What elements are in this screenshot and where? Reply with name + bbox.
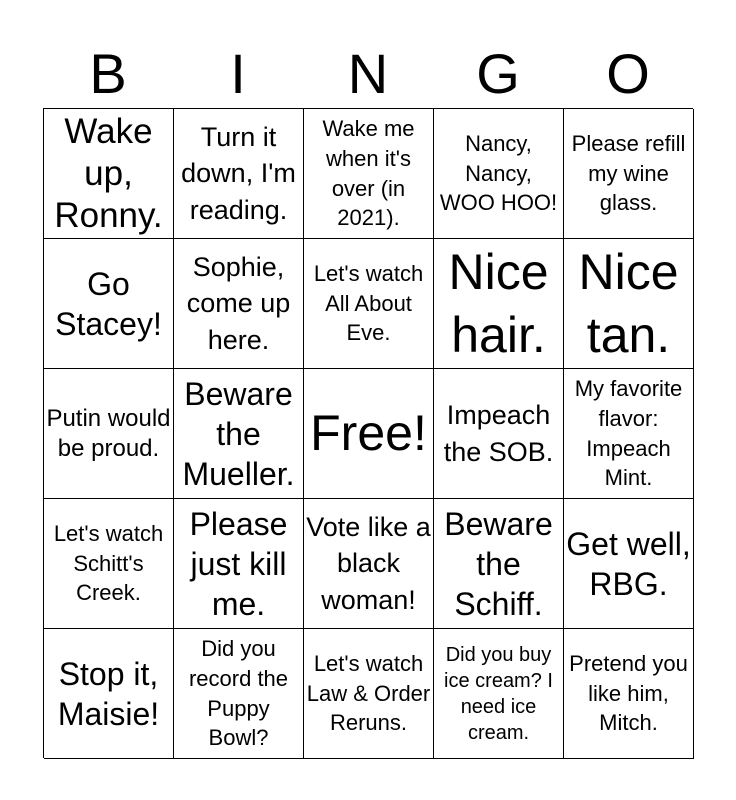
bingo-cell[interactable] [174, 369, 304, 499]
bingo-cell[interactable] [44, 629, 174, 759]
header-letter-o: O [606, 42, 650, 105]
cell-text: My favorite flavor: Impeach Mint. [574, 376, 683, 491]
bingo-cell[interactable] [44, 499, 174, 629]
cell-text: Stop it, Maisie! [57, 655, 160, 732]
cell-text: Free! [310, 405, 427, 462]
header-letter-n: N [347, 42, 389, 105]
cell-text: Pretend you like him, Mitch. [569, 650, 688, 736]
cell-text: Impeach the SOB. [443, 400, 554, 467]
cell-text: Nice tan. [578, 244, 679, 363]
cell-text: Beware the Schiff. [444, 505, 553, 622]
cell-text: Vote like a black woman! [306, 511, 431, 615]
cell-text: Sophie, come up here. [186, 251, 291, 355]
cell-text: Nancy, Nancy, WOO HOO! [439, 130, 558, 216]
cell-text: Wake me when it's over (in 2021). [322, 116, 415, 231]
bingo-cell[interactable] [434, 629, 564, 759]
cell-text: Let's watch All About Eve. [313, 260, 424, 346]
bingo-cell[interactable] [174, 239, 304, 369]
free-space [304, 369, 434, 499]
bingo-cell[interactable] [564, 109, 694, 239]
bingo-card [43, 108, 693, 758]
header-letter-i: I [230, 42, 246, 105]
bingo-cell[interactable] [174, 499, 304, 629]
cell-text: Did you buy ice cream? I need ice cream. [444, 643, 553, 744]
cell-text: Did you record the Puppy Bowl? [188, 636, 289, 751]
bingo-cell[interactable] [304, 499, 434, 629]
cell-text: Get well, RBG. [566, 525, 691, 602]
bingo-cell[interactable] [174, 109, 304, 239]
cell-text: Let's watch Law & Order Reruns. [306, 650, 431, 736]
header-letter-g: G [476, 42, 520, 105]
bingo-cell[interactable] [304, 109, 434, 239]
bingo-cell[interactable] [44, 369, 174, 499]
header-letter-b: B [89, 42, 127, 105]
bingo-cell[interactable] [434, 109, 564, 239]
cell-text: Please refill my wine glass. [571, 130, 686, 216]
bingo-cell[interactable] [434, 499, 564, 629]
bingo-cell[interactable] [564, 499, 694, 629]
bingo-cell[interactable] [44, 239, 174, 369]
cell-text: Let's watch Schitt's Creek. [53, 520, 164, 606]
cell-text: Go Stacey! [55, 265, 162, 342]
bingo-cell[interactable] [564, 239, 694, 369]
cell-text: Please just kill me. [189, 505, 288, 622]
cell-text: Turn it down, I'm reading. [181, 121, 296, 225]
bingo-cell[interactable] [564, 369, 694, 499]
cell-text: Putin would be proud. [46, 404, 171, 462]
cell-text: Beware the Mueller. [182, 375, 295, 492]
bingo-cell[interactable] [564, 629, 694, 759]
bingo-cell[interactable] [304, 239, 434, 369]
bingo-cell[interactable] [434, 369, 564, 499]
bingo-cell[interactable] [174, 629, 304, 759]
bingo-cell[interactable] [44, 109, 174, 239]
cell-text: Wake up, Ronny. [54, 111, 163, 235]
bingo-cell[interactable] [434, 239, 564, 369]
cell-text: Nice hair. [448, 244, 549, 363]
bingo-cell[interactable] [304, 629, 434, 759]
bingo-header [43, 40, 693, 108]
